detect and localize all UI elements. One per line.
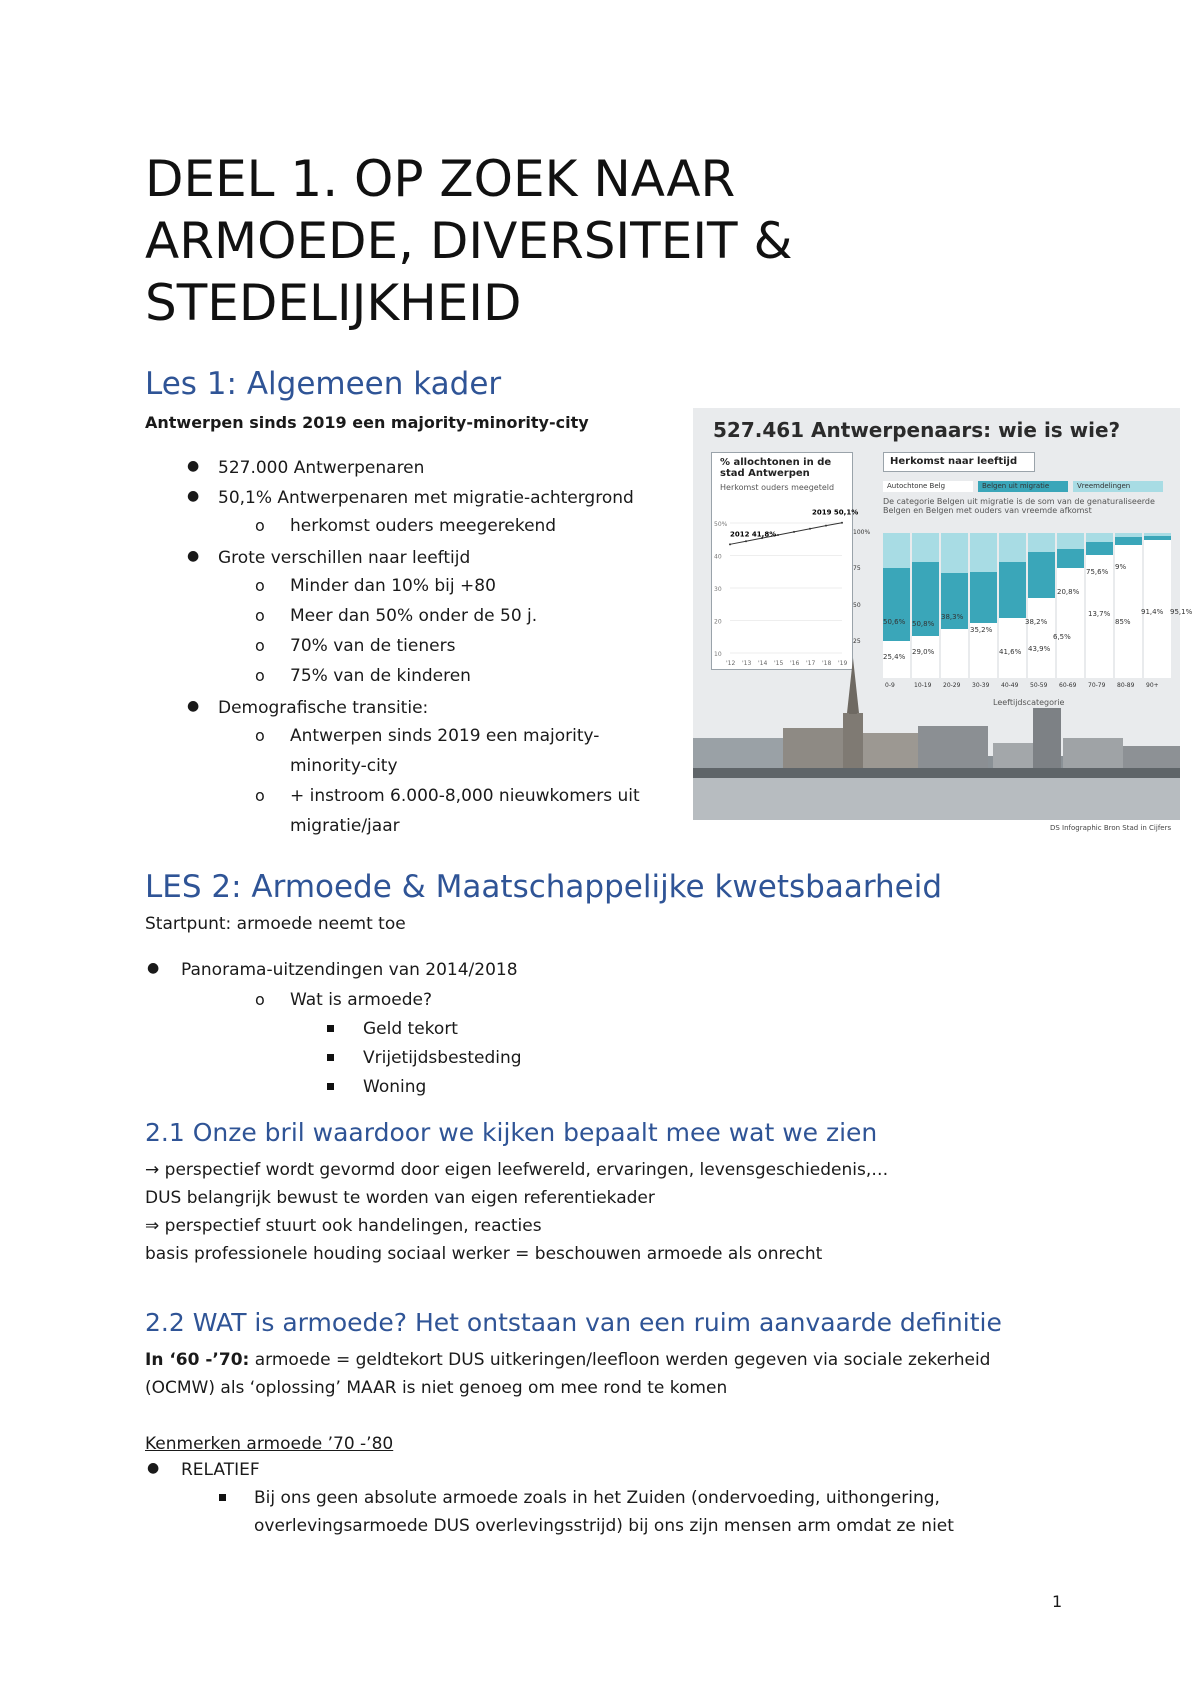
legend-item: Autochtone Belg [883, 481, 973, 492]
y-tick-label: 50% [714, 521, 728, 528]
list-item: Wat is armoede? [290, 990, 432, 1010]
les2-startpunt [145, 912, 406, 936]
x-tick-label: 70-79 [1088, 682, 1106, 689]
legend-item: Belgen uit migratie [978, 481, 1068, 492]
circle-bullet-icon: o [255, 786, 265, 805]
data-label: 38,3% [941, 613, 964, 621]
list-item: RELATIEF [181, 1460, 260, 1480]
data-label: 9% [1115, 563, 1127, 571]
end-value-label: 2019 50,1% [812, 508, 859, 517]
kenmerken-heading: Kenmerken armoede ’70 -’80 [145, 1434, 394, 1454]
circle-bullet-icon: o [255, 576, 265, 595]
list-item: 70% van de tieners [290, 636, 456, 656]
x-tick-label: '19 [838, 660, 848, 667]
bullet-icon: ● [187, 698, 200, 714]
paragraph-line: DUS belangrijk bewust te worden van eigen referentiekader [145, 1188, 655, 1208]
infographic-title: 527.461 Antwerpenaars: wie is wie? [713, 418, 1121, 442]
x-tick-label: 10-19 [914, 682, 932, 689]
x-tick-label: 90+ [1146, 682, 1159, 689]
square-bullet-icon [219, 1494, 226, 1501]
x-axis-label: Leeftijdscategorie [993, 698, 1065, 707]
y-tick-label: 40 [714, 553, 722, 561]
paragraph-line: → perspectief wordt gevormd door eigen leefwereld, ervaringen, levensgeschiedenis,… [145, 1160, 889, 1180]
data-label: 43,9% [1028, 645, 1051, 653]
city-skyline-photo [693, 408, 1180, 820]
bar-chart-title: Herkomst naar leeftijd [890, 456, 1018, 467]
list-item: Meer dan 50% onder de 50 j. [290, 606, 538, 626]
x-tick-label: 60-69 [1059, 682, 1077, 689]
data-label: 41,6% [999, 648, 1022, 656]
list-item: 75% van de kinderen [290, 666, 471, 686]
x-tick-label: 40-49 [1001, 682, 1019, 689]
data-label: 25,4% [883, 653, 906, 661]
circle-bullet-icon: o [255, 516, 265, 535]
document-title: DEEL 1. OP ZOEK NAAR ARMOEDE, DIVERSITEIT & STEDELIJKHEID [145, 150, 793, 332]
x-tick-label: 50-59 [1030, 682, 1048, 689]
bullet-icon: ● [147, 1460, 160, 1476]
x-tick-label: '18 [822, 660, 832, 667]
data-label: 35,2% [970, 626, 993, 634]
x-tick-label: 0-9 [885, 682, 895, 689]
paragraph-line [145, 1348, 990, 1372]
start-value-label: 2012 41,8% [730, 530, 777, 539]
list-item-continued: overlevingsarmoede DUS overlevingsstrijd) bij ons zijn mensen arm omdat ze niet [254, 1516, 954, 1536]
x-tick-label: '16 [790, 660, 800, 667]
data-label: 20,8% [1057, 588, 1080, 596]
line-chart-title: % allochtonen in de stad Antwerpen [720, 457, 832, 479]
circle-bullet-icon: o [255, 636, 265, 655]
circle-bullet-icon: o [255, 606, 265, 625]
square-bullet-icon [327, 1025, 334, 1032]
line-chart-subtitle: Herkomst ouders meegeteld [720, 483, 835, 492]
x-tick-label: '17 [806, 660, 816, 667]
bullet-icon: ● [147, 960, 160, 976]
period-text: armoede = geldtekort DUS uitkeringen/leefloon werden gegeven via sociale zekerheid [249, 1350, 991, 1370]
bullet-icon: ● [187, 458, 200, 474]
infographic [693, 408, 1193, 820]
paragraph-line: (OCMW) als ‘oplossing’ MAAR is niet genoeg om mee rond te komen [145, 1378, 728, 1398]
section-2-2-heading: 2.2 WAT is armoede? Het ontstaan van een ruim aanvaarde definitie [145, 1308, 1002, 1337]
data-label: 95,1% [1170, 608, 1193, 616]
list-item: Bij ons geen absolute armoede zoals in het Zuiden (ondervoeding, uithongering, [254, 1488, 940, 1508]
data-label: 50,6% [883, 618, 906, 626]
y-tick-label: 30 [714, 586, 722, 593]
period-label: In ‘60 -’70: [145, 1350, 250, 1370]
list-item: 50,1% Antwerpenaren met migratie-achtergrond [218, 488, 634, 508]
list-item: Geld tekort [363, 1019, 458, 1039]
list-item: + instroom 6.000-8,000 nieuwkomers uit [290, 786, 640, 806]
paragraph-line: basis professionele houding sociaal werker = beschouwen armoede als onrecht [145, 1244, 823, 1264]
data-label: 13,7% [1088, 610, 1111, 618]
les1-subtitle: Antwerpen sinds 2019 een majority-minority-city [145, 413, 589, 432]
circle-bullet-icon: o [255, 990, 265, 1009]
bullet-icon: ● [187, 548, 200, 564]
y-tick-label: 20 [714, 618, 722, 626]
square-bullet-icon [327, 1083, 334, 1090]
photo-credit: DS Infographic Bron Stad in Cijfers [1050, 824, 1172, 832]
x-tick-label: '12 [726, 660, 736, 667]
y-tick-label: 100% [853, 529, 871, 536]
data-label: 75,6% [1086, 568, 1109, 576]
y-tick-label: 10 [714, 651, 722, 658]
legend-item: Vreemdelingen [1073, 481, 1163, 492]
y-tick-label: 25 [853, 637, 861, 645]
section-2-1-heading: 2.1 Onze bril waardoor we kijken bepaalt mee wat we zien [145, 1118, 878, 1147]
list-item: Antwerpen sinds 2019 een majority- [290, 726, 600, 746]
list-item-continued: migratie/jaar [290, 816, 400, 836]
list-item: herkomst ouders meegerekend [290, 516, 557, 536]
paragraph-line: ⇒ perspectief stuurt ook handelingen, reacties [145, 1216, 542, 1236]
list-item: Vrijetijdsbesteding [363, 1048, 522, 1068]
circle-bullet-icon: o [255, 666, 265, 685]
data-label: 50,8% [912, 620, 935, 628]
startpunt-text: armoede neemt toe [231, 914, 406, 934]
x-tick-label: '13 [742, 660, 752, 667]
list-item: 527.000 Antwerpenaren [218, 458, 425, 478]
les1-heading: Les 1: Algemeen kader [145, 366, 502, 402]
x-tick-label: 80-89 [1117, 682, 1135, 689]
y-tick-label: 75 [853, 565, 861, 573]
x-tick-label: 20-29 [943, 682, 961, 689]
y-tick-label: 50 [853, 601, 861, 609]
page-number: 1 [1052, 1592, 1063, 1611]
startpunt-label: Startpunt: [145, 914, 232, 934]
data-label: 29,0% [912, 648, 935, 656]
list-item-continued: minority-city [290, 756, 398, 776]
data-label: 91,4% [1141, 608, 1164, 616]
x-tick-label: 30-39 [972, 682, 990, 689]
list-item: Demografische transitie: [218, 698, 429, 718]
data-label: 85% [1115, 618, 1131, 626]
x-tick-label: '14 [758, 660, 768, 667]
data-label: 6,5% [1053, 633, 1071, 641]
bar-chart-note: De categorie Belgen uit migratie is de som van de genaturaliseerde Belgen en Belgen met ouders van vreemde afkomst [883, 497, 1155, 515]
x-tick-label: '15 [774, 660, 784, 667]
data-label: 38,2% [1025, 618, 1048, 626]
bullet-icon: ● [187, 488, 200, 504]
list-item: Grote verschillen naar leeftijd [218, 548, 471, 568]
list-item: Woning [363, 1077, 427, 1097]
list-item: Panorama-uitzendingen van 2014/2018 [181, 960, 518, 980]
les2-heading: LES 2: Armoede & Maatschappelijke kwetsbaarheid [145, 869, 943, 905]
circle-bullet-icon: o [255, 726, 265, 745]
list-item: Minder dan 10% bij +80 [290, 576, 496, 596]
square-bullet-icon [327, 1054, 334, 1061]
